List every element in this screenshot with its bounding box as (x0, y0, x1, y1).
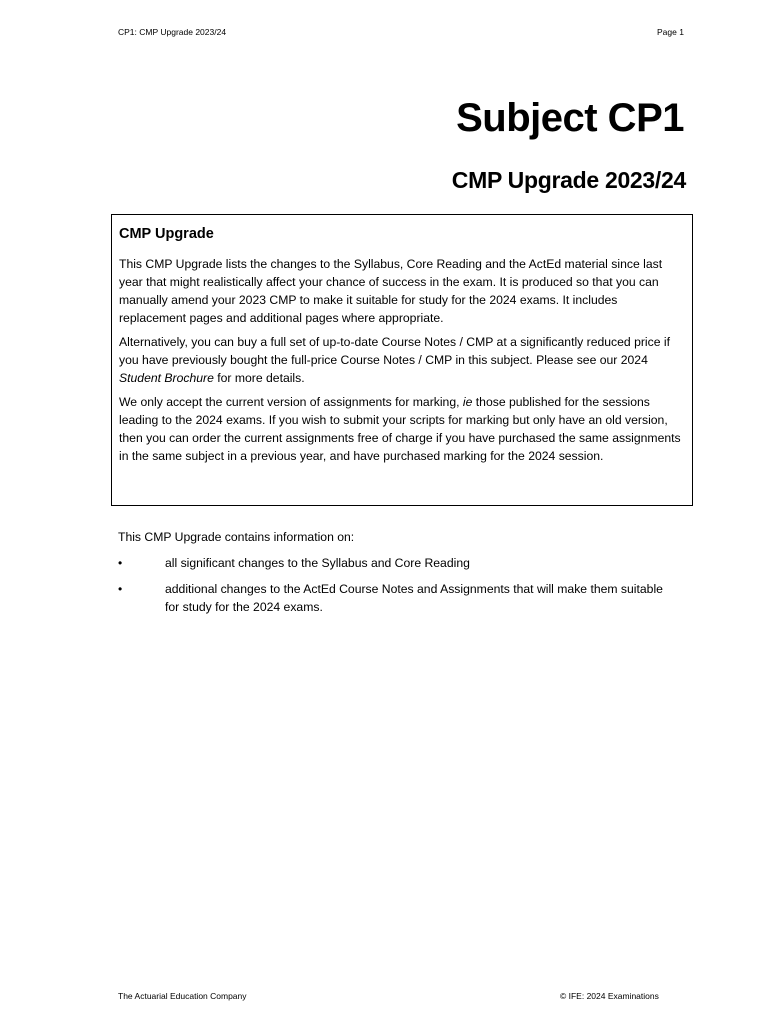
box-heading: CMP Upgrade (119, 226, 214, 242)
footer-left: The Actuarial Education Company (118, 991, 247, 1001)
list-item-text: all significant changes to the Syllabus and Core Reading (165, 556, 470, 570)
list-item (118, 554, 678, 572)
bullet-list (118, 554, 678, 624)
bullet-icon: • (118, 582, 123, 596)
box-paragraph-3-text-b: those published for the sessions leading to the 2024 exams. If you wish to submit your scripts for marking but only have an old version, then you can order the current assignments free of charge if you have purchased the same assignments in the same subject in a previous year, and have purchased marking for the 2024 session. (119, 395, 681, 463)
document-title: Subject CP1 (456, 96, 684, 140)
ie-abbreviation: ie (462, 395, 473, 409)
box-paragraph-2 (119, 333, 685, 387)
list-item-text: additional changes to the ActEd Course Notes and Assignments that will make them suitable for study for the 2024 exams. (165, 582, 663, 614)
intro-text: This CMP Upgrade contains information on: (118, 530, 355, 544)
list-item (118, 580, 678, 616)
box-paragraph-2-text-a: Alternatively, you can buy a full set of up-to-date Course Notes / CMP at a significantly reduced price if you have previously bought the full-price Course Notes / CMP in this subject. Please see our 2024 (119, 335, 670, 367)
page-header-left: CP1: CMP Upgrade 2023/24 (118, 27, 227, 37)
document-subtitle: CMP Upgrade 2023/24 (451, 167, 686, 193)
box-paragraph-2-text-b: for more details. (213, 371, 305, 385)
footer-right: © IFE: 2024 Examinations (560, 991, 659, 1001)
info-box (111, 214, 693, 506)
bullet-icon: • (118, 556, 123, 570)
student-brochure-title: Student Brochure (119, 371, 214, 385)
box-paragraph-3 (119, 393, 685, 465)
page-number: Page 1 (657, 27, 684, 37)
box-paragraph-3-text-a: We only accept the current version of assignments for marking, (119, 395, 463, 409)
box-paragraph-1: This CMP Upgrade lists the changes to the Syllabus, Core Reading and the ActEd material since last year that might realistically affect your chance of success in the exam. It is produced so that you can manually amend your 2023 CMP to make it suitable for study for the 2024 exams. It includes replacement pages and additional pages where appropriate. (119, 257, 663, 325)
